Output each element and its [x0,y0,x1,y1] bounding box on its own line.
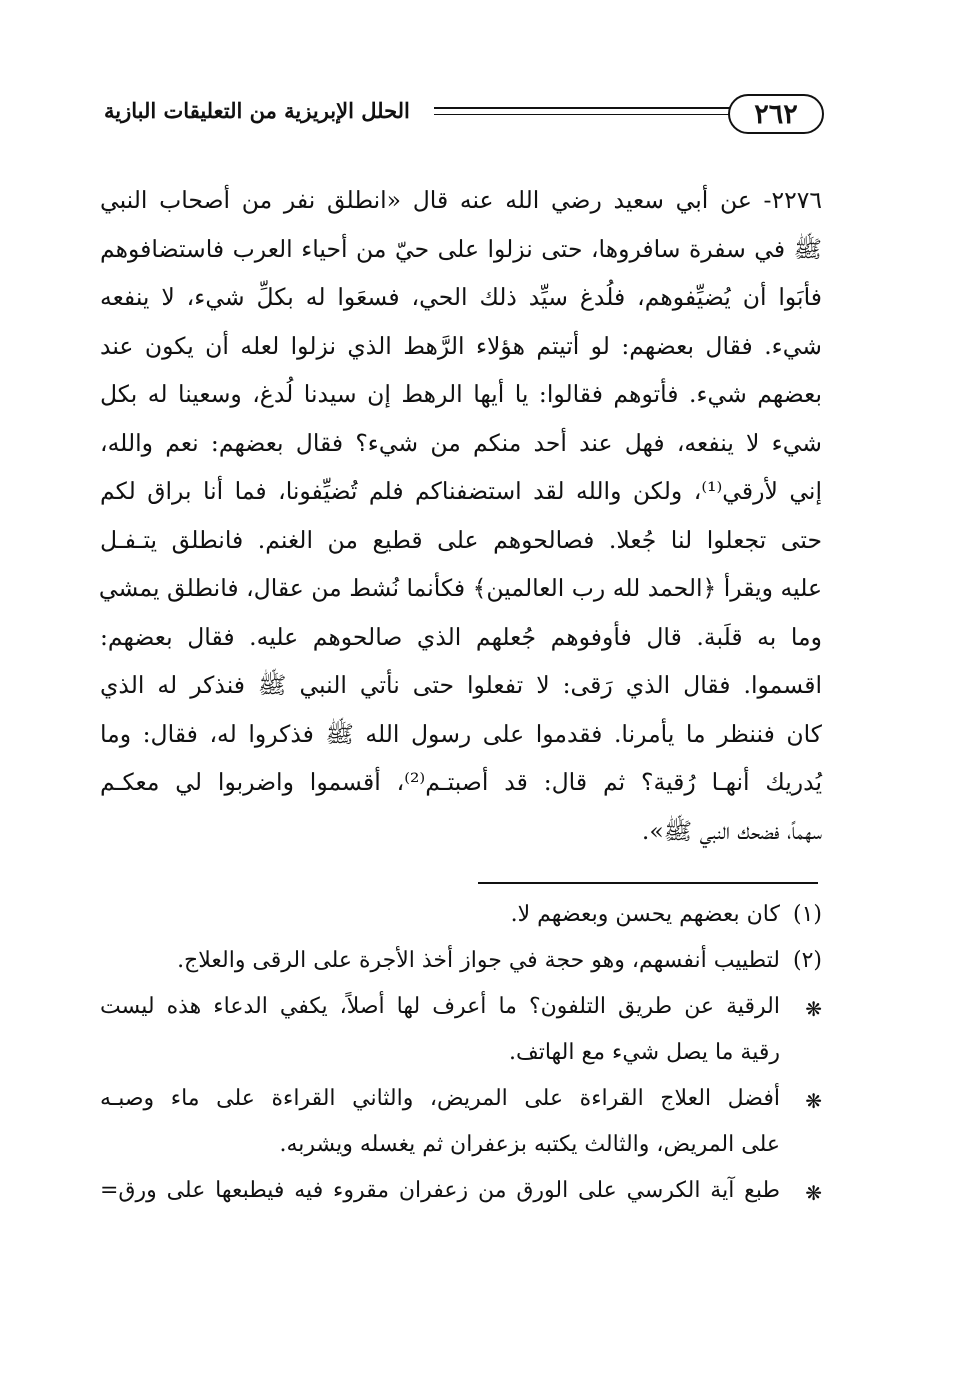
comment-item [100,984,822,1076]
footnote-separator [478,882,818,884]
text-line: شيء لا ينفعه، فهل عند أحد منكم من شيء؟ فقال بعضهم: نعم والله، [100,428,822,457]
footnotes [100,892,822,1216]
footnote-marker: (١) [792,902,822,927]
footnote-line: لتطييب أنفسهم، وهو حجة في جواز أخذ الأجرة على الرقى والعلاج. [177,948,780,973]
text-line: يُدريك أنهـا رُقية؟ ثم قال: قد أصبتـم⁽²⁾، أقسموا واضربوا لي معكـم [100,768,822,796]
comment-line: طبع آية الكرسي على الورق من زعفران مقروء فيه فيطبعها على ورق= [100,1178,780,1203]
footnote-marker: (٢) [792,948,822,973]
header-rule [434,107,732,115]
text-line: ٢٢٧٦- عن أبي سعيد رضي الله عنه قال «انطلق نفر من أصحاب النبي [100,186,822,214]
text-line: فأبَوا أن يُضيِّفوهم، فلُدغ سيِّد ذلك الحي، فسعَوا له بكلِّ شيء، لا ينفعه [100,283,822,311]
comment-line: على المريض، والثالث يكتبه بزعفران ثم يغسله ويشربه. [279,1132,780,1157]
page-number: ٢٦٢ [728,94,824,134]
comment-line: الرقية عن طريق التلفون؟ ما أعرف لها أصلاً، يكفي الدعاء هذه ليست [100,994,780,1019]
footnote-line: كان بعضهم يحسن وبعضهم لا. [510,902,780,927]
text-line: حتى تجعلوا لنا جُعلا. فصالحوهم على قطيع من الغنم. فانطلق يتـفـل [100,525,822,554]
text-line: عليه ويقرأ ﴿الحمد لله رب العالمين﴾ فكأنما نُشط من عقال، فانطلق يمشي [98,574,822,602]
footnote-item [100,892,822,938]
star-bullet-icon: ❋ [805,997,822,1021]
page-header [104,86,824,142]
text-line: شيء. فقال بعضهم: لو أتيتم هؤلاء الرَّهط الذي نزلوا لعله أن يكون عند [100,331,822,360]
comment-item [100,1076,822,1168]
text-line: اقسموا. فقال الذي رَقى: لا تفعلوا حتى نأتي النبي ﷺ فنذكر له الذي [100,671,822,699]
text-line: وما به قلَبة. قال فأوفوهم جُعلهم الذي صالحوهم عليه. فقال بعضهم: [100,622,822,651]
footnote-item [100,938,822,984]
text-line: إني لأرقي⁽¹⁾، ولكن والله لقد استضفناكم فلم تُضيِّفونا، فما أنا براق لكم [100,477,822,505]
running-title: الحلل الإبريزية من التعليقات البازية [104,98,410,123]
text-line: سهماً، فضحك النبي ﷺ». [641,816,822,845]
text-line: بعضهم شيء. فأتوهم فقالوا: يا أيها الرهط إن سيدنا لُدغ، وسعينا له بكل [100,380,822,408]
comment-line: رقية ما يصل شيء مع الهاتف. [508,1040,780,1065]
text-line: ﷺ في سفرة سافروها، حتى نزلوا على حيّ من أحياء العرب فاستضافوهم [100,234,822,263]
comment-line: أفضل العلاج القراءة على المريض، والثاني القراءة على ماء وصبـه [100,1086,780,1111]
comment-item [100,1168,822,1216]
text-line: كان فننظر ما يأمرنا. فقدموا على رسول الله ﷺ فذكروا له، فقال: وما [100,719,822,748]
star-bullet-icon: ❋ [805,1181,822,1205]
star-bullet-icon: ❋ [805,1089,822,1113]
hadith-text [100,176,822,855]
